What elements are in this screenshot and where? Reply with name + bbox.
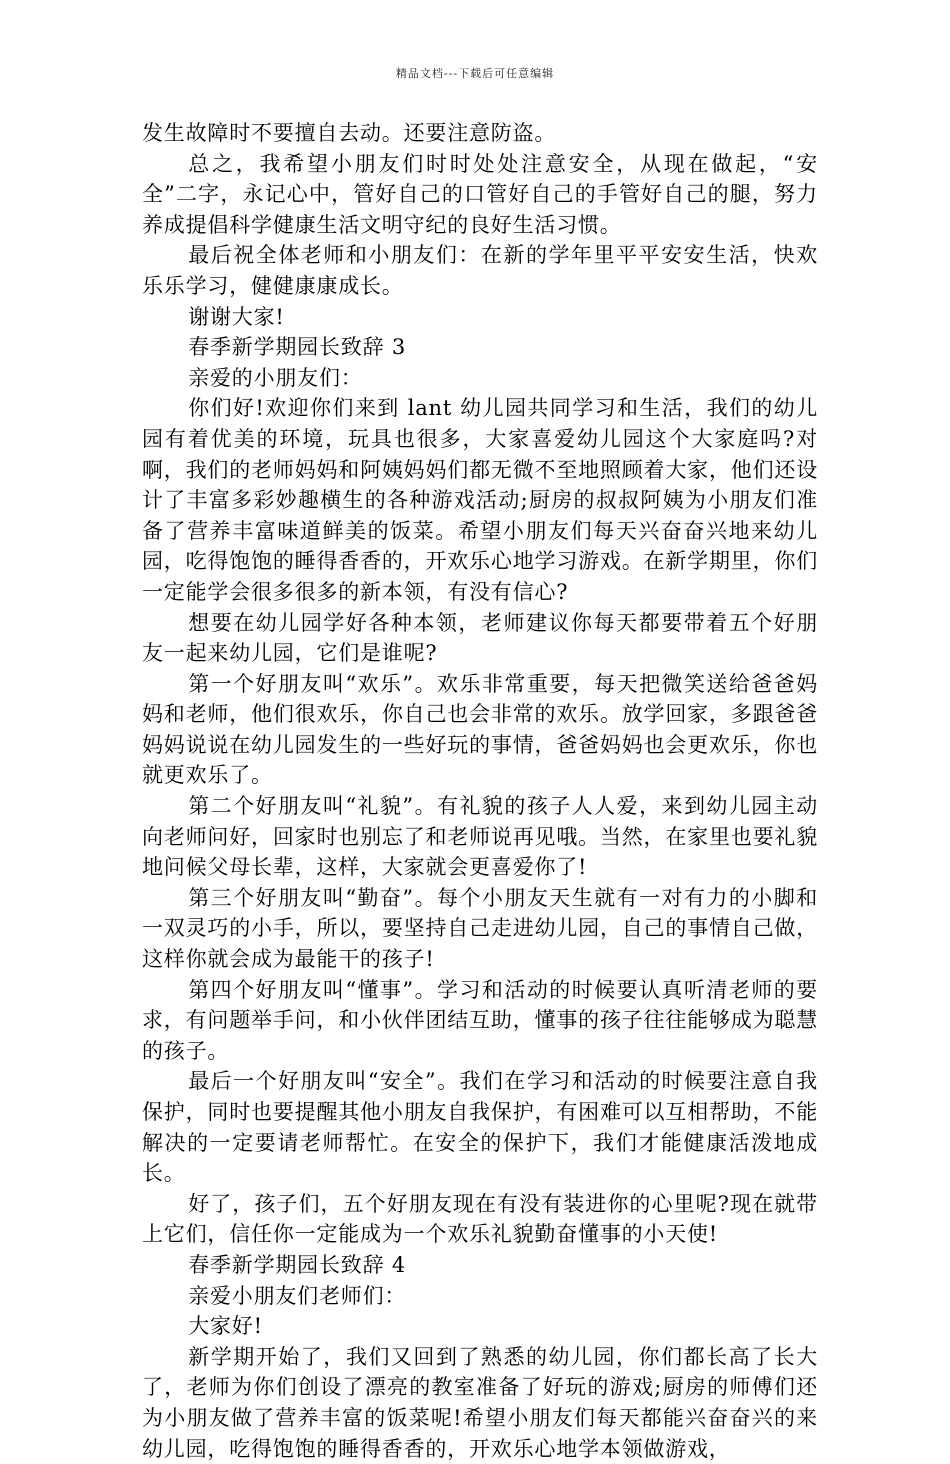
paragraph: 第三个好朋友叫“勤奋”。每个小朋友天生就有一对有力的小脚和一双灵巧的小手，所以，要坚持自己走进幼儿园，自己的事情自己做，这样你就会成为最能干的孩子! bbox=[142, 885, 818, 972]
section-heading: 春季新学期园长致辞 4 bbox=[188, 1252, 407, 1277]
paragraph: 想要在幼儿园学好各种本领，老师建议你每天都要带着五个好朋友一起来幼儿园，它们是谁呢? bbox=[142, 610, 818, 666]
paragraph: 第一个好朋友叫“欢乐”。欢乐非常重要，每天把微笑送给爸爸妈妈和老师，他们很欢乐，你自己也会非常的欢乐。放学回家，多跟爸爸妈妈说说在幼儿园发生的一些好玩的事情，爸爸妈妈也会更欢乐，你也就更欢乐了。 bbox=[142, 671, 818, 788]
paragraph: 发生故障时不要擅自去动。还要注意防盗。 bbox=[142, 121, 557, 145]
paragraph: 总之，我希望小朋友们时时处处注意安全，从现在做起，“安全”二字，永记心中，管好自己的口管好自己的手管好自己的腿，努力养成提倡科学健康生活文明守纪的良好生活习惯。 bbox=[142, 151, 818, 237]
salutation: 亲爱的小朋友们： bbox=[188, 365, 363, 390]
salutation: 亲爱小朋友们老师们： bbox=[188, 1283, 407, 1308]
section-heading: 春季新学期园长致辞 3 bbox=[188, 335, 407, 360]
page-header: 精品文档---下载后可任意编辑 bbox=[395, 67, 555, 80]
paragraph: 第二个好朋友叫“礼貌”。有礼貌的孩子人人爱，来到幼儿园主动向老师问好，回家时也别忘了和老师说再见哦。当然，在家里也要礼貌地问候父母长辈，这样，大家就会更喜爱你了! bbox=[142, 794, 818, 880]
greeting: 大家好! bbox=[188, 1314, 263, 1339]
paragraph: 新学期开始了，我们又回到了熟悉的幼儿园，你们都长高了长大了，老师为你们创设了漂亮的教室准备了好玩的游戏;厨房的师傅们还为小朋友做了营养丰富的饭菜呢!希望小朋友们每天都能兴奋奋兴的来幼儿园，吃得饱饱的睡得香香的，开欢乐心地学本领做游戏， bbox=[142, 1344, 818, 1461]
paragraph: 最后祝全体老师和小朋友们：在新的学年里平平安安生活，快欢乐乐学习，健健康康成长。 bbox=[142, 243, 818, 298]
paragraph: 你们好!欢迎你们来到 lant 幼儿园共同学习和生活，我们的幼儿园有着优美的环境，玩具也很多，大家喜爱幼儿园这个大家庭吗?对啊，我们的老师妈妈和阿姨妈妈们都无微不至地照顾着大家，他们还设计了丰富多彩妙趣横生的各种游戏活动;厨房的叔叔阿姨为小朋友们准备了营养丰富味道鲜美的饭菜。希望小朋友们每天兴奋奋兴地来幼儿园，吃得饱饱的睡得香香的，开欢乐心地学习游戏。在新学期里，你们一定能学会很多很多的新本领，有没有信心? bbox=[142, 396, 818, 604]
paragraph: 第四个好朋友叫“懂事”。学习和活动的时候要认真听清老师的要求，有问题举手问，和小伙伴团结互助，懂事的孩子往往能够成为聪慧的孩子。 bbox=[142, 977, 818, 1063]
paragraph: 最后一个好朋友叫“安全”。我们在学习和活动的时候要注意自我保护，同时也要提醒其他小朋友自我保护，有困难可以互相帮助，不能解决的一定要请老师帮忙。在安全的保护下，我们才能健康活泼地成长。 bbox=[142, 1069, 818, 1186]
document-body bbox=[142, 118, 818, 1464]
paragraph: 谢谢大家! bbox=[188, 304, 285, 329]
paragraph: 好了，孩子们，五个好朋友现在有没有装进你的心里呢?现在就带上它们，信任你一定能成为一个欢乐礼貌勤奋懂事的小天使! bbox=[142, 1191, 818, 1247]
